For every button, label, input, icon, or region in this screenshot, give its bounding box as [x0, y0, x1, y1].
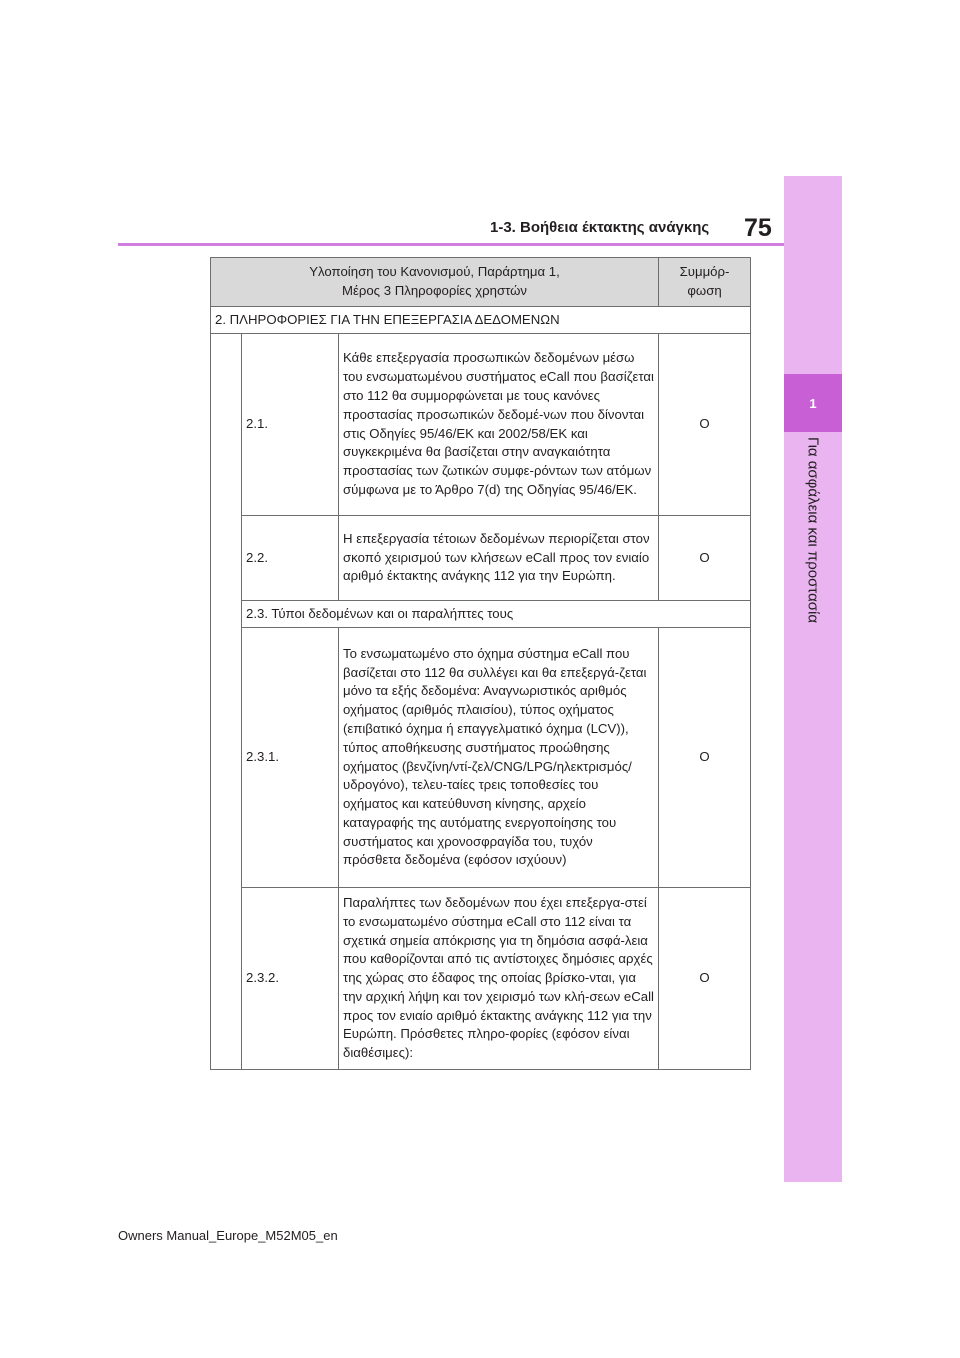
header-implementation-line2: Μέρος 3 Πληροφορίες χρηστών — [341, 283, 528, 298]
row-text: Η επεξεργασία τέτοιων δεδομένων περιορίζεται στον σκοπό χειρισμού των κλήσεων eCall προς τον ενιαίο αριθμό έκτακτης ανάγκης 112 για την Ευρώπη. — [339, 516, 659, 601]
chapter-number: 1 — [809, 395, 817, 411]
header-compliance: Συμμόρ-φωση — [659, 258, 751, 307]
header-implementation-line1: Υλοποίηση του Κανονισμού, Παράρτημα 1, — [309, 264, 560, 280]
row-compliance: O — [659, 516, 751, 601]
row-number: 2.3.1. — [242, 628, 339, 888]
table-row — [211, 516, 751, 601]
chapter-label: Για ασφάλεια και προστασία — [804, 436, 822, 624]
section-2-title: 2. ΠΛΗΡΟΦΟΡΙΕΣ ΓΙΑ ΤΗΝ ΕΠΕΞΕΡΓΑΣΙΑ ΔΕΔΟΜΕΝΩΝ — [211, 307, 751, 334]
row-number: 2.3.2. — [242, 888, 339, 1070]
section-row — [211, 307, 751, 334]
row-number: 2.1. — [242, 334, 339, 516]
row-compliance: O — [659, 334, 751, 516]
page-number: 75 — [744, 214, 772, 242]
subsection-row — [211, 601, 751, 628]
footer-manual-id: Owners Manual_Europe_M52M05_en — [118, 1228, 338, 1243]
row-compliance: O — [659, 888, 751, 1070]
table-row — [211, 628, 751, 888]
table-row — [211, 334, 751, 516]
section-2-3-title: 2.3. Τύποι δεδομένων και οι παραλήπτες τους — [242, 601, 751, 628]
regulation-table — [210, 257, 751, 1070]
table-row — [211, 888, 751, 1070]
row-text: Παραλήπτες των δεδομένων που έχει επεξεργα-στεί το ενσωματωμένο σύστημα eCall στο 112 είναι τα σχετικά σημεία απόκρισης για τη δημόσια ασφά-λεια που καθορίζονται από τις αντίστοιχες δημόσιες αρχές της χώρας στο έδαφος της οποίας βρίσκο-νται, για την αρχική λήψη και τον χειρισμό των κλή-σεων eCall προς τον ενιαίο αριθμό έκτακτης ανάγκης 112 για την Ευρώπη. Πρόσθετες πληρο-φορίες (εφόσον είναι διαθέσιμες): — [339, 888, 659, 1070]
row-compliance: O — [659, 628, 751, 888]
table-header-row — [211, 258, 751, 307]
row-text: Το ενσωματωμένο στο όχημα σύστημα eCall που βασίζεται στο 112 θα συλλέγει και θα επεξεργά-ζεται μόνο τα εξής δεδομένα: Αναγνωριστικός αριθμός οχήματος (αριθμός πλαισίου), τύπος οχήματος (επιβατικό όχημα ή επαγγελματικό όχημα (LCV)), τύπος αποθήκευσης συστήματος προώθησης οχήματος (βενζίνη/ντί-ζελ/CNG/LPG/ηλεκτρισμός/υδρογόνο), τελευ-ταίες τρεις τοποθεσίες του οχήματος και κατεύθυνση κίνησης, αρχείο καταγραφής της αυτόματης ενεργοποίησης του συστήματος και χρονοσφραγίδα του, τυχόν πρόσθετα δεδομένα (εφόσον ισχύουν) — [339, 628, 659, 888]
header-implementation-cell — [211, 258, 659, 307]
section-title: 1-3. Βοήθεια έκτακτης ανάγκης — [490, 219, 710, 236]
header-rule — [118, 243, 784, 246]
row-number: 2.2. — [242, 516, 339, 601]
row-text: Κάθε επεξεργασία προσωπικών δεδομένων μέσω του ενσωματωμένου συστήματος eCall που βασίζεται στο 112 θα συμμορφώνεται με τους κανόνες προστασίας προσωπικών δεδομέ-νων που δίνονται στις Οδηγίες 95/46/ΕΚ και 2002/58/ΕΚ και συγκεκριμένα θα βασίζεται στην αναγκαιότητα προστασίας των ζωτικών συμφε-ρόντων των ατόμων σύμφωνα με το Άρθρο 7(d) της Οδηγίας 95/46/ΕΚ. — [339, 334, 659, 516]
indent-cell — [211, 334, 242, 1070]
side-strip — [784, 176, 842, 1182]
